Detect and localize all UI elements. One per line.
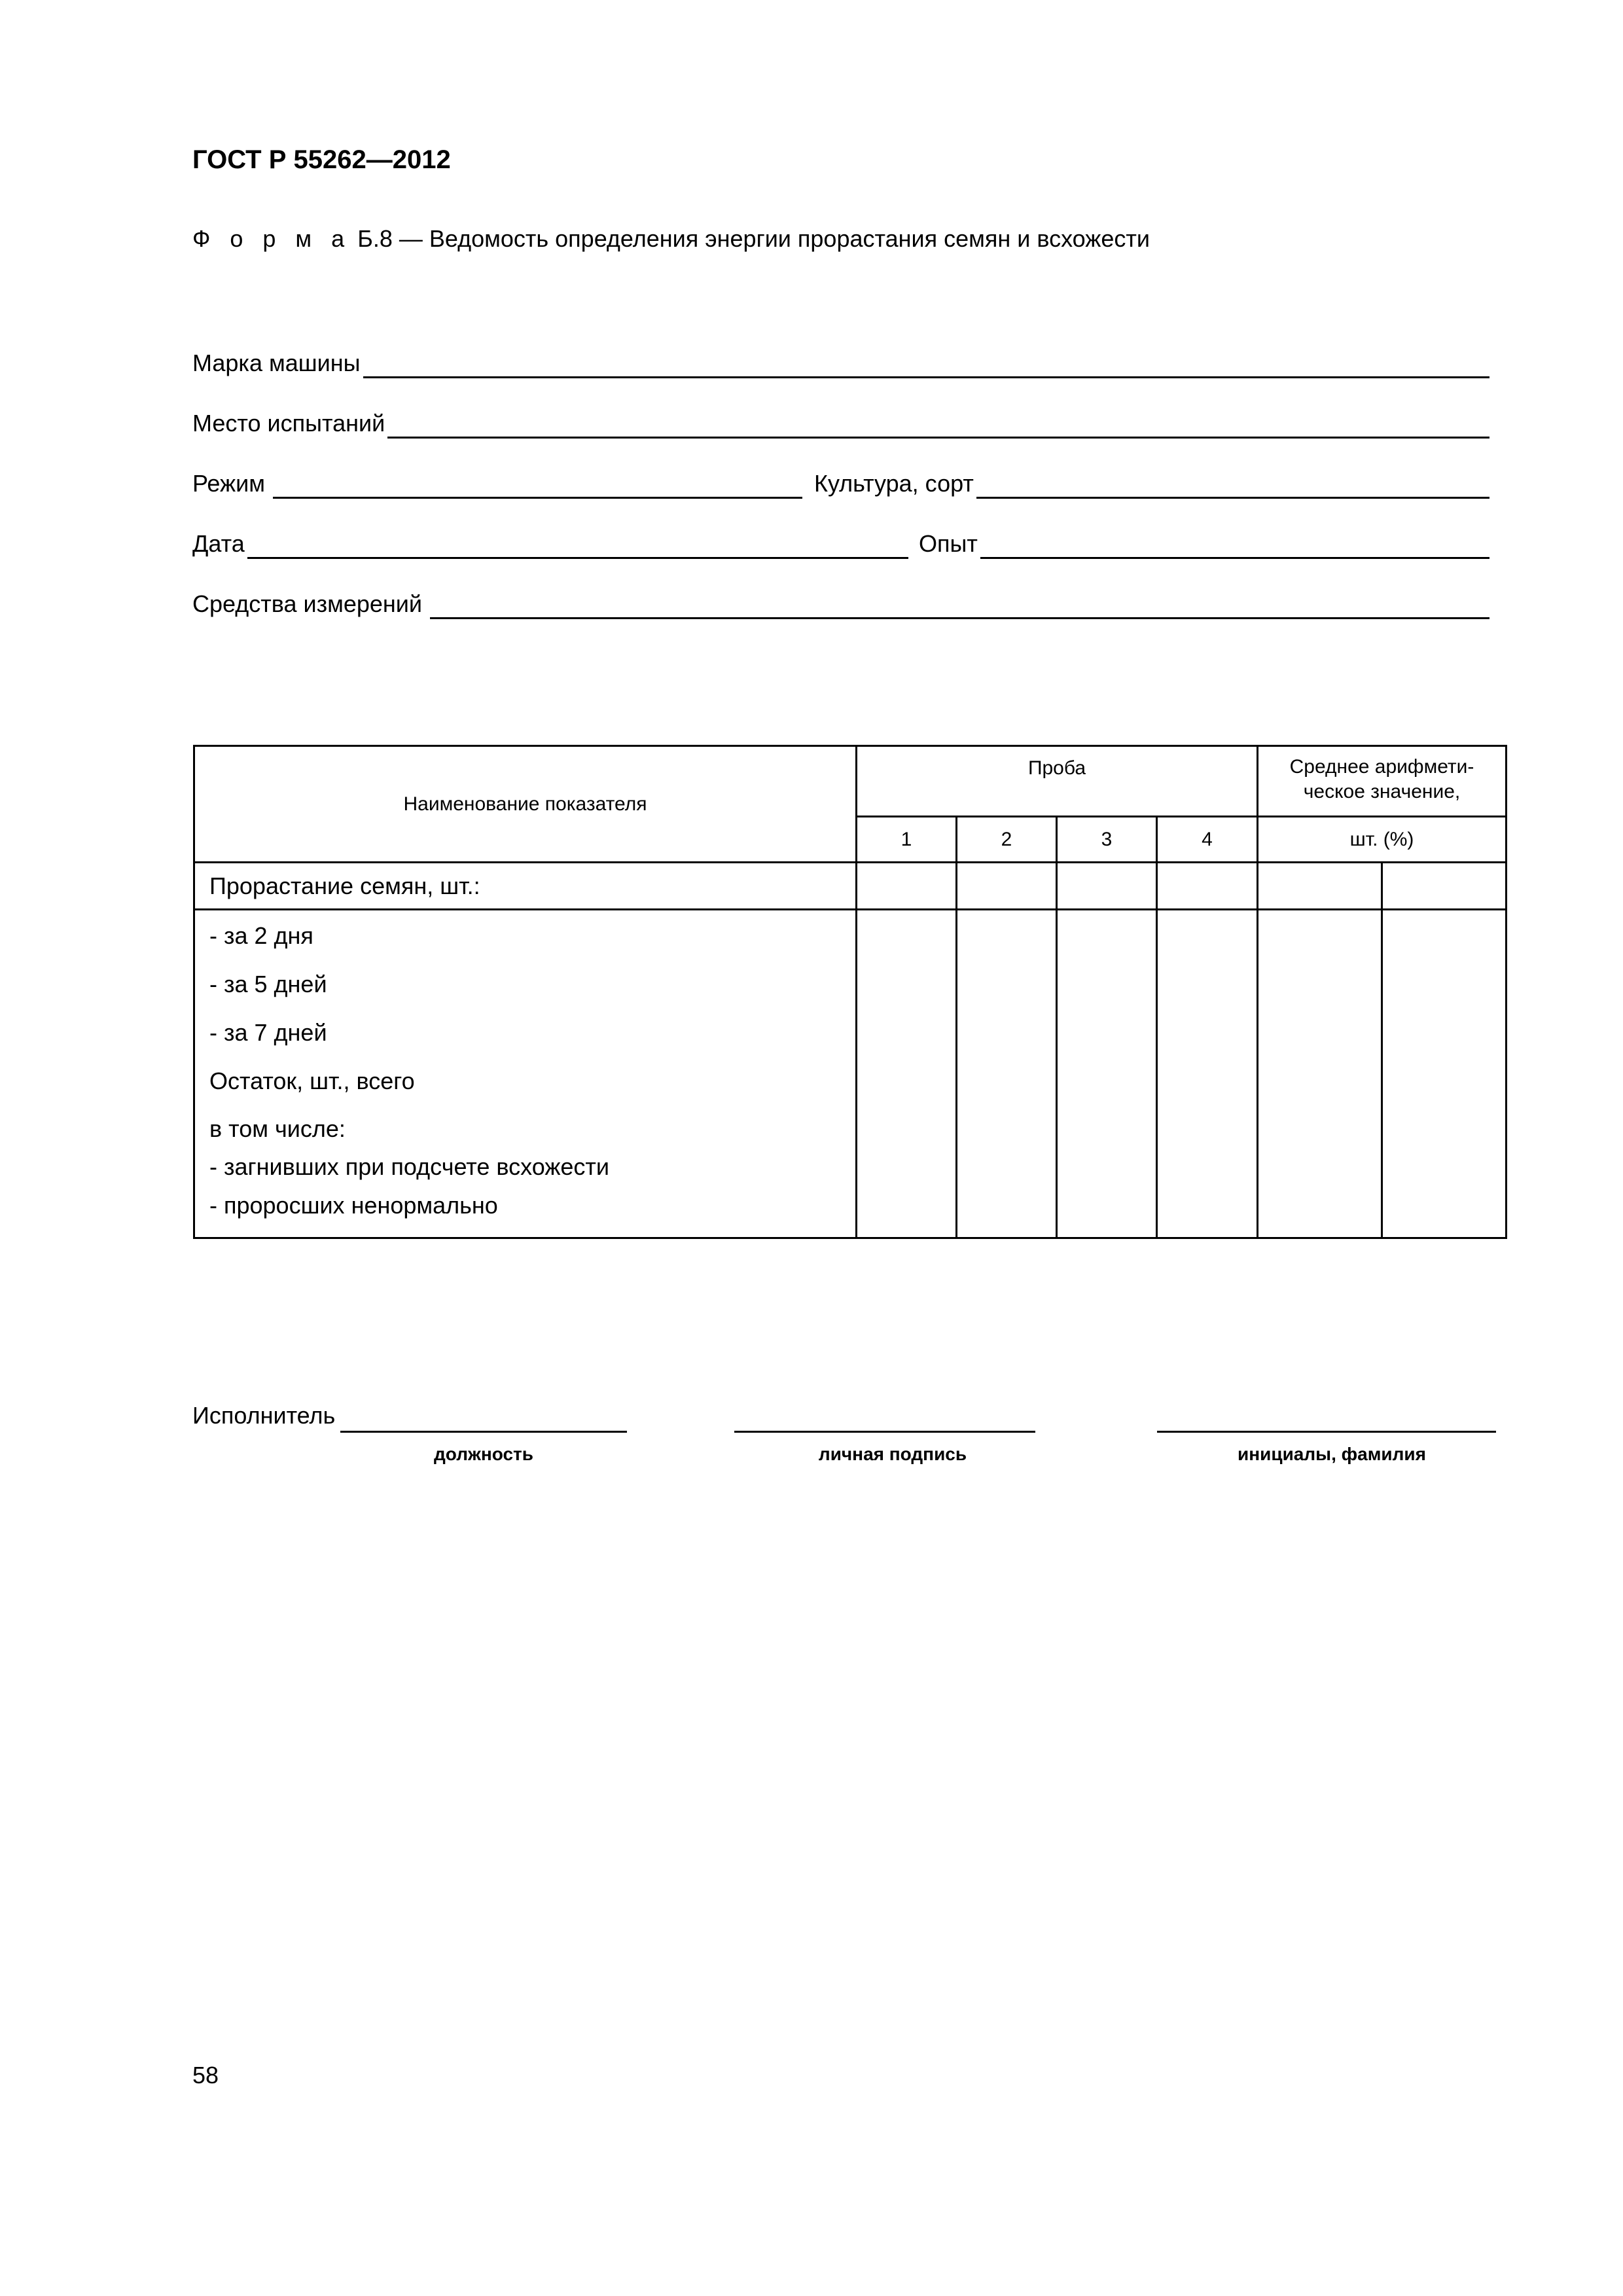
experiment-line[interactable] — [980, 531, 1489, 559]
cell-section-s4[interactable] — [1157, 863, 1258, 910]
cell-body-s1[interactable] — [857, 910, 957, 1238]
experiment-field[interactable] — [919, 529, 1489, 559]
date-label: Дата — [192, 530, 245, 557]
header-mean-line-2: ческое значение, — [1303, 781, 1461, 802]
position-caption: должность — [434, 1444, 533, 1464]
cell-body-s2[interactable] — [957, 910, 1057, 1238]
row-remainder: Остаток, шт., всего — [209, 1067, 415, 1094]
machine-brand-label: Марка машины — [192, 350, 361, 376]
instruments-line[interactable] — [430, 591, 1489, 619]
test-place-label: Место испытаний — [192, 410, 385, 437]
name-caption: инициалы, фамилия — [1238, 1444, 1426, 1464]
germination-table — [193, 745, 1507, 1239]
row-rotten: - загнивших при подсчете всхожести — [209, 1153, 610, 1180]
signature-caption: личная подпись — [818, 1444, 967, 1464]
cell-section-mean-b[interactable] — [1382, 863, 1507, 910]
form-title — [192, 225, 1150, 253]
name-line[interactable] — [1157, 1407, 1496, 1433]
mode-line[interactable] — [273, 471, 802, 499]
section-title: Прорастание семян, шт.: — [194, 863, 857, 910]
header-mean-line-1: Среднее арифмети- — [1289, 756, 1474, 778]
cell-body-s4[interactable] — [1157, 910, 1258, 1238]
signature-line[interactable] — [734, 1407, 1035, 1433]
instruments-field[interactable] — [192, 589, 1489, 619]
form-prefix: Ф о р м а — [192, 225, 351, 252]
position-line[interactable] — [340, 1407, 627, 1433]
header-sample-3: 3 — [1057, 817, 1157, 863]
header-sample: Проба — [857, 746, 1258, 817]
instruments-label: Средства измерений — [192, 590, 423, 617]
header-sample-1: 1 — [857, 817, 957, 863]
mode-field[interactable] — [192, 469, 802, 499]
cell-body-mean-b[interactable] — [1382, 910, 1507, 1238]
cell-body-mean-a[interactable] — [1258, 910, 1382, 1238]
row-7-days: - за 7 дней — [209, 1019, 327, 1046]
cell-section-mean-a[interactable] — [1258, 863, 1382, 910]
cell-body-s3[interactable] — [1057, 910, 1157, 1238]
page-number: 58 — [192, 2062, 219, 2089]
executor-label: Исполнитель — [192, 1402, 336, 1429]
culture-label: Культура, сорт — [814, 470, 974, 497]
test-place-field[interactable] — [192, 408, 1489, 439]
mode-label: Режим — [192, 470, 265, 497]
date-field[interactable] — [192, 529, 908, 559]
cell-section-s2[interactable] — [957, 863, 1057, 910]
row-2-days: - за 2 дня — [209, 922, 313, 949]
standard-header: ГОСТ Р 55262—2012 — [192, 145, 451, 174]
header-indicator-name: Наименование показателя — [194, 746, 857, 863]
header-mean-unit: шт. (%) — [1258, 817, 1507, 863]
rows-block — [194, 910, 857, 1238]
culture-field[interactable] — [814, 469, 1489, 499]
culture-line[interactable] — [976, 471, 1489, 499]
row-abnormal: - проросших ненормально — [209, 1192, 498, 1219]
machine-brand-field[interactable] — [192, 348, 1489, 378]
date-line[interactable] — [247, 531, 908, 559]
cell-section-s1[interactable] — [857, 863, 957, 910]
machine-brand-line[interactable] — [363, 350, 1489, 378]
test-place-line[interactable] — [387, 410, 1489, 439]
experiment-label: Опыт — [919, 530, 978, 557]
cell-section-s3[interactable] — [1057, 863, 1157, 910]
header-sample-2: 2 — [957, 817, 1057, 863]
row-5-days: - за 5 дней — [209, 971, 327, 997]
header-sample-4: 4 — [1157, 817, 1258, 863]
header-mean — [1258, 746, 1507, 817]
form-title-text: Б.8 — Ведомость определения энергии прорастания семян и всхожести — [357, 225, 1150, 252]
row-including: в том числе: — [209, 1115, 346, 1142]
